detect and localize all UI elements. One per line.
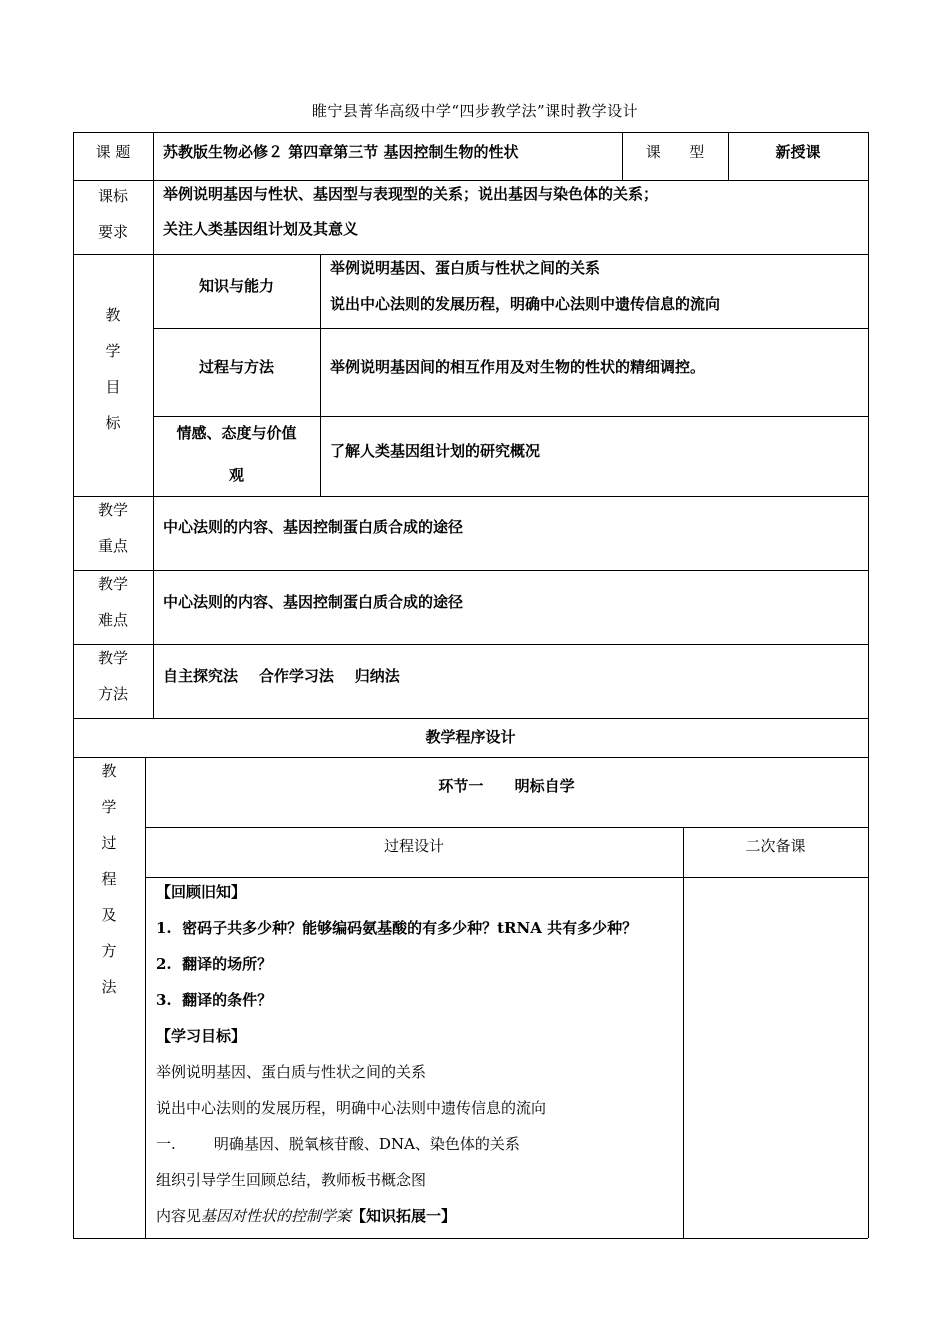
methods-label: 教学 方法 <box>97 649 128 703</box>
step-one-note: 组织引导学生回顾总结，教师板书概念图 <box>156 1171 427 1189</box>
objective-knowledge-line-2: 说出中心法则的发展历程，明确中心法则中遗传信息的流向 <box>330 295 721 313</box>
objective-knowledge-label: 知识与能力 <box>198 277 274 295</box>
objective-knowledge-line-1: 举例说明基因、蛋白质与性状之间的关系 <box>330 259 601 277</box>
type-value: 新授课 <box>775 143 821 161</box>
key-points-label: 教学 重点 <box>97 501 128 555</box>
standards-label: 课标 要求 <box>97 187 128 241</box>
topic-value: 苏教版生物必修２ 第四章第三节 基因控制生物的性状 <box>163 143 519 161</box>
goal-item: 举例说明基因、蛋白质与性状之间的关系 <box>156 1063 427 1081</box>
content-prefix: 内容见 <box>156 1207 202 1225</box>
review-item: 2. 翻译的场所？ <box>156 955 273 973</box>
topic-label: 课 题 <box>95 143 131 161</box>
methods-value: 自主探究法 合作学习法 归纳法 <box>163 667 400 685</box>
goals-heading: 【学习目标】 <box>156 1027 247 1045</box>
objective-process-label: 过程与方法 <box>198 358 274 376</box>
worksheet-name: 基因对性状的控制学案 <box>201 1207 352 1225</box>
review-item: 1. 密码子共多少种？能够编码氨基酸的有多少种？tRNA 共有多少种？ <box>156 919 638 937</box>
column-second-prep: 二次备课 <box>745 837 806 855</box>
section-title: 环节一 明标自学 <box>438 777 575 795</box>
standards-line-2: 关注人类基因组计划及其意义 <box>163 220 359 238</box>
content-suffix: 【知识拓展一】 <box>351 1207 457 1225</box>
objectives-label: 教 学 目 标 <box>105 306 121 432</box>
program-title: 教学程序设计 <box>425 728 516 746</box>
process-label: 教 学 过 程 及 方 法 <box>101 762 117 996</box>
step-one: 一. 明确基因、脱氧核苷酸、DNA、染色体的关系 <box>156 1135 520 1153</box>
content-reference <box>156 1205 456 1226</box>
review-heading: 【回顾旧知】 <box>156 883 247 901</box>
objective-attitude-line: 了解人类基因组计划的研究概况 <box>330 442 541 460</box>
standards-line-1: 举例说明基因与性状、基因型与表现型的关系；说出基因与染色体的关系； <box>163 185 659 203</box>
difficulties-label: 教学 难点 <box>97 575 128 629</box>
objective-process-line: 举例说明基因间的相互作用及对生物的性状的精细调控。 <box>330 358 706 376</box>
type-label: 课 型 <box>645 143 705 161</box>
document-title: 睢宁县菁华高级中学“四步教学法”课时教学设计 <box>311 102 639 120</box>
goal-item: 说出中心法则的发展历程，明确中心法则中遗传信息的流向 <box>156 1099 547 1117</box>
review-item: 3. 翻译的条件？ <box>156 991 273 1009</box>
column-process-design: 过程设计 <box>383 837 444 855</box>
objective-attitude-label: 情感、态度与价值 观 <box>176 424 297 484</box>
difficulties-value: 中心法则的内容、基因控制蛋白质合成的途径 <box>163 593 464 611</box>
key-points-value: 中心法则的内容、基因控制蛋白质合成的途径 <box>163 518 464 536</box>
